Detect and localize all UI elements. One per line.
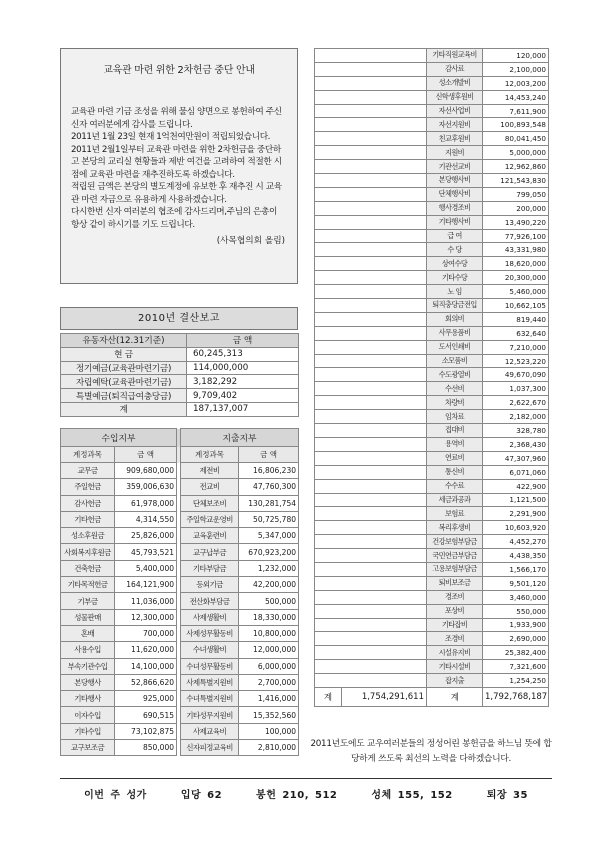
expense-account: 통신비	[427, 465, 483, 479]
income-amount: 700,000	[115, 625, 177, 641]
expense-amount: 18,330,000	[239, 609, 299, 625]
ledger-row	[61, 707, 299, 723]
expense-amount: 5,000,000	[483, 146, 549, 160]
expense-account: 퇴비보조금	[427, 576, 483, 590]
notice-body	[71, 106, 287, 231]
expense-continuation-table	[314, 48, 549, 707]
ledger-row	[61, 511, 299, 527]
expense-col-amount: 금 액	[239, 447, 299, 463]
expense-account: 본당행사비	[427, 174, 483, 188]
asset-value: 60,245,313	[187, 347, 299, 361]
expense-amount: 121,543,830	[483, 174, 549, 188]
expense-account: 전교비	[181, 479, 239, 495]
expense-amount: 7,210,000	[483, 340, 549, 354]
asset-row	[61, 389, 299, 403]
expense-amount: 6,071,060	[483, 465, 549, 479]
income-amount: 52,866,620	[115, 674, 177, 690]
expense-account: 기타수당	[427, 271, 483, 285]
income-amount: 925,000	[115, 691, 177, 707]
expense-row	[315, 576, 549, 590]
expense-account: 상여수당	[427, 257, 483, 271]
notice-box	[60, 48, 298, 284]
expense-amount: 1,933,900	[483, 618, 549, 632]
ledger-row	[61, 658, 299, 674]
income-col-account: 계정과목	[61, 447, 115, 463]
income-account: 본당행사	[61, 674, 115, 690]
ledger-row	[61, 577, 299, 593]
ledger-row	[61, 625, 299, 641]
expense-account: 수수료	[427, 479, 483, 493]
asset-row	[61, 375, 299, 389]
expense-amount: 47,760,300	[239, 479, 299, 495]
income-account: 성소후원금	[61, 528, 115, 544]
ledger-row	[61, 723, 299, 739]
income-account: 기타수입	[61, 723, 115, 739]
expense-account: 단체행사비	[427, 187, 483, 201]
expense-row	[315, 215, 549, 229]
asset-value: 3,182,292	[187, 375, 299, 389]
hymn-label: 이번 주 성가	[84, 790, 147, 801]
expense-amount: 819,440	[483, 312, 549, 326]
expense-row	[315, 396, 549, 410]
income-amount: 12,300,000	[115, 609, 177, 625]
expense-amount: 1,232,000	[239, 560, 299, 576]
expense-total-label: 계	[427, 687, 483, 706]
expense-account: 주일학교운영비	[181, 511, 239, 527]
expense-account: 전산화부담금	[181, 593, 239, 609]
expense-amount: 328,780	[483, 424, 549, 438]
ledger-row	[61, 528, 299, 544]
expense-row	[315, 424, 549, 438]
expense-amount: 632,640	[483, 326, 549, 340]
expense-account: 자선지원비	[427, 118, 483, 132]
expense-row	[315, 312, 549, 326]
notice-signature: (사목협의회 올림)	[216, 236, 285, 246]
expense-amount: 799,050	[483, 187, 549, 201]
expense-amount: 100,893,548	[483, 118, 549, 132]
notice-paragraph: 다시한번 신자 여러분의 협조에 감사드리며,주님의 은총이 항상 같이 하시기를 기도 드립니다.	[71, 207, 277, 230]
expense-account: 수 당	[427, 243, 483, 257]
asset-label: 특별예금(퇴직급여충당금)	[61, 389, 187, 403]
assets-table	[60, 333, 299, 417]
expense-account: 국민연금부담금	[427, 549, 483, 563]
hymn-entrance: 입당 62	[180, 790, 223, 801]
expense-amount: 1,037,300	[483, 382, 549, 396]
expense-amount: 2,291,900	[483, 507, 549, 521]
expense-row	[315, 660, 549, 674]
assets-header-label: 유동자산(12.31기준)	[61, 334, 187, 348]
income-account: 기타헌금	[61, 511, 115, 527]
expense-amount: 2,100,000	[483, 62, 549, 76]
income-amount: 909,680,000	[115, 463, 177, 479]
expense-amount: 3,460,000	[483, 590, 549, 604]
expense-account: 퇴직충당금전입	[427, 299, 483, 313]
expense-row	[315, 368, 549, 382]
expense-amount: 7,611,900	[483, 104, 549, 118]
expense-account: 자선사업비	[427, 104, 483, 118]
expense-account: 노 임	[427, 285, 483, 299]
expense-amount: 7,321,600	[483, 660, 549, 674]
expense-row	[315, 590, 549, 604]
expense-row	[315, 160, 549, 174]
expense-account: 사무용품비	[427, 326, 483, 340]
expense-row	[315, 618, 549, 632]
expense-account: 사제교육비	[181, 723, 239, 739]
expense-account: 수녀생활비	[181, 642, 239, 658]
asset-row	[61, 361, 299, 375]
expense-account: 건강보험부담금	[427, 535, 483, 549]
expense-row	[315, 187, 549, 201]
expense-amount: 15,352,560	[239, 707, 299, 723]
expense-amount: 10,662,105	[483, 299, 549, 313]
expense-account: 친교후원비	[427, 132, 483, 146]
expense-account: 교구납부금	[181, 544, 239, 560]
expense-amount: 2,368,430	[483, 437, 549, 451]
income-account: 건축헌금	[61, 560, 115, 576]
expense-amount: 6,000,000	[239, 658, 299, 674]
expense-account: 제전비	[181, 463, 239, 479]
expense-account: 기타시설비	[427, 660, 483, 674]
expense-row	[315, 535, 549, 549]
expense-account: 잡지출	[427, 674, 483, 688]
expense-account: 수도광열비	[427, 368, 483, 382]
hymn-offertory: 봉헌 210, 512	[256, 790, 338, 801]
income-account: 사회복지후원금	[61, 544, 115, 560]
expense-account: 포상비	[427, 604, 483, 618]
notice-paragraph: 2011년 1월 23일 현재 1억천여만원이 적립되었습니다.	[71, 132, 271, 142]
ledger-row	[61, 609, 299, 625]
expense-amount: 20,300,000	[483, 271, 549, 285]
expense-row	[315, 271, 549, 285]
notice-paragraph: 2011년 2월1일부터 교육관 마련을 위한 2차헌금을 중단하고 본당의 교리실 현황들과 제반 여건을 고려하여 적절한 시점에 교육관 마련을 재추진하도록 하겠습니다.	[71, 144, 282, 180]
expense-row	[315, 382, 549, 396]
expense-account: 회의비	[427, 312, 483, 326]
expense-account: 등외기금	[181, 577, 239, 593]
expense-amount: 670,923,200	[239, 544, 299, 560]
expense-amount: 120,000	[483, 49, 549, 63]
expense-amount: 16,806,230	[239, 463, 299, 479]
expense-account: 기타부담금	[181, 560, 239, 576]
income-total: 1,754,291,611	[361, 691, 424, 702]
expense-account: 기타잡비	[427, 618, 483, 632]
asset-value: 9,709,402	[187, 389, 299, 403]
income-amount: 11,620,000	[115, 642, 177, 658]
expense-account: 고용보험부담금	[427, 562, 483, 576]
expense-row	[315, 104, 549, 118]
notice-title: 교육관 마련 위한 2차헌금 중단 안내	[103, 65, 255, 76]
income-amount: 164,121,900	[115, 577, 177, 593]
expense-amount: 12,000,000	[239, 642, 299, 658]
income-amount: 4,314,550	[115, 511, 177, 527]
income-amount: 11,036,000	[115, 593, 177, 609]
asset-value: 114,000,000	[187, 361, 299, 375]
ledger-row	[61, 495, 299, 511]
ledger-row	[61, 593, 299, 609]
expense-amount: 18,620,000	[483, 257, 549, 271]
asset-label: 현 금	[61, 347, 187, 361]
income-amount: 61,978,000	[115, 495, 177, 511]
expense-row	[315, 465, 549, 479]
expense-row	[315, 354, 549, 368]
expense-account: 감사료	[427, 62, 483, 76]
income-account: 이자수입	[61, 707, 115, 723]
expense-amount: 47,307,960	[483, 451, 549, 465]
expense-account: 사제특별지원비	[181, 674, 239, 690]
expense-row	[315, 299, 549, 313]
expense-row	[315, 632, 549, 646]
expense-row	[315, 493, 549, 507]
expense-amount: 43,331,980	[483, 243, 549, 257]
expense-account: 보험료	[427, 507, 483, 521]
expense-row	[315, 549, 549, 563]
income-amount: 25,826,000	[115, 528, 177, 544]
ledger-row	[61, 544, 299, 560]
income-total-label: 계	[315, 688, 342, 706]
expense-amount: 10,800,000	[239, 625, 299, 641]
expense-row	[315, 604, 549, 618]
expense-row	[315, 90, 549, 104]
asset-row	[61, 347, 299, 361]
expense-account: 경조비	[427, 590, 483, 604]
ledger-row	[61, 691, 299, 707]
expense-account: 기타직원교육비	[427, 49, 483, 63]
income-expense-table	[60, 428, 299, 756]
expense-amount: 49,670,090	[483, 368, 549, 382]
income-account: 교무금	[61, 463, 115, 479]
expense-amount: 9,501,120	[483, 576, 549, 590]
expense-account: 기타행사비	[427, 215, 483, 229]
income-amount: 14,100,000	[115, 658, 177, 674]
expense-amount: 4,452,270	[483, 535, 549, 549]
expense-row	[315, 340, 549, 354]
asset-row	[61, 402, 299, 416]
report-title: 2010년 결산보고	[60, 307, 298, 330]
expense-row	[315, 646, 549, 660]
expense-account: 수녀성무활동비	[181, 658, 239, 674]
expense-row	[315, 674, 549, 688]
asset-value: 187,137,007	[187, 402, 299, 416]
income-account: 주일헌금	[61, 479, 115, 495]
expense-row	[315, 243, 549, 257]
expense-row	[315, 201, 549, 215]
hymn-recession: 퇴장 35	[486, 790, 528, 801]
expense-account: 시설유지비	[427, 646, 483, 660]
hymn-communion: 성체 155, 152	[371, 790, 453, 801]
expense-amount: 5,347,000	[239, 528, 299, 544]
assets-header-amount: 금 액	[187, 334, 299, 348]
ledger-row	[61, 674, 299, 690]
expense-account: 기관선교비	[427, 160, 483, 174]
expense-amount: 42,200,000	[239, 577, 299, 593]
expense-account: 기타성무지원비	[181, 707, 239, 723]
expense-amount: 200,000	[483, 201, 549, 215]
income-col-amount: 금 액	[115, 447, 177, 463]
expense-amount: 1,416,000	[239, 691, 299, 707]
income-account: 교구보조금	[61, 740, 115, 756]
expense-account: 지원비	[427, 146, 483, 160]
expense-row	[315, 229, 549, 243]
expense-amount: 2,622,670	[483, 396, 549, 410]
expense-amount: 2,810,000	[239, 740, 299, 756]
income-account: 혼배	[61, 625, 115, 641]
income-amount: 73,102,875	[115, 723, 177, 739]
expense-account: 사제생활비	[181, 609, 239, 625]
expense-row	[315, 285, 549, 299]
expense-row	[315, 521, 549, 535]
expense-account: 접대비	[427, 424, 483, 438]
closing-message: 2011년도에도 교우여러분들의 정성어린 봉헌금을 하느님 뜻에 합당하게 쓰도록 최선의 노력을 다하겠습니다.	[310, 739, 552, 764]
expense-account: 차량비	[427, 396, 483, 410]
expense-amount: 500,000	[239, 593, 299, 609]
expense-row	[315, 118, 549, 132]
asset-label: 정기예금(교육관마련기금)	[61, 361, 187, 375]
expense-account: 조경비	[427, 632, 483, 646]
income-account: 사용수입	[61, 642, 115, 658]
notice-paragraph: 적립된 금액은 본당의 별도계정에 유보한 후 재추진 시 교육관 마련 자금으로 유용하게 사용하겠습니다.	[71, 182, 282, 205]
expense-row	[315, 451, 549, 465]
expense-account: 신학생후원비	[427, 90, 483, 104]
expense-amount: 2,690,000	[483, 632, 549, 646]
expense-account: 교육훈련비	[181, 528, 239, 544]
expense-amount: 10,603,920	[483, 521, 549, 535]
expense-amount: 1,566,170	[483, 562, 549, 576]
expense-row	[315, 507, 549, 521]
expense-amount: 1,254,250	[483, 674, 549, 688]
income-account: 성물판매	[61, 609, 115, 625]
expense-account: 사제성무활동비	[181, 625, 239, 641]
ledger-row	[61, 479, 299, 495]
expense-account: 연료비	[427, 451, 483, 465]
expense-amount: 422,900	[483, 479, 549, 493]
expense-account: 신자피정교육비	[181, 740, 239, 756]
expense-row	[315, 146, 549, 160]
expense-amount: 2,182,000	[483, 410, 549, 424]
expense-row	[315, 62, 549, 76]
income-account: 기타목적헌금	[61, 577, 115, 593]
expense-amount: 2,700,000	[239, 674, 299, 690]
expense-account: 용역비	[427, 437, 483, 451]
expense-amount: 550,000	[483, 604, 549, 618]
expense-total: 1,792,768,187	[483, 687, 549, 706]
expense-row	[315, 76, 549, 90]
expense-amount: 12,962,860	[483, 160, 549, 174]
expense-row	[315, 437, 549, 451]
income-amount: 690,515	[115, 707, 177, 723]
expense-account: 임차료	[427, 410, 483, 424]
income-amount: 359,006,630	[115, 479, 177, 495]
expense-row	[315, 479, 549, 493]
expense-amount: 77,926,100	[483, 229, 549, 243]
expense-amount: 100,000	[239, 723, 299, 739]
income-amount: 45,793,521	[115, 544, 177, 560]
expense-amount: 25,382,400	[483, 646, 549, 660]
expense-row	[315, 410, 549, 424]
income-account: 감사헌금	[61, 495, 115, 511]
expense-account: 행사경조비	[427, 201, 483, 215]
expense-account: 수녀특별지원비	[181, 691, 239, 707]
expense-amount: 12,003,200	[483, 76, 549, 90]
expense-amount: 50,725,780	[239, 511, 299, 527]
expense-amount: 13,490,220	[483, 215, 549, 229]
expense-account: 세금과공과	[427, 493, 483, 507]
expense-col-account: 계정과목	[181, 447, 239, 463]
expense-amount: 4,438,350	[483, 549, 549, 563]
expense-account: 성소개발비	[427, 76, 483, 90]
expense-section-title: 지출지부	[181, 429, 299, 447]
expense-account: 도서인쇄비	[427, 340, 483, 354]
ledger-row	[61, 560, 299, 576]
expense-amount: 80,041,450	[483, 132, 549, 146]
income-amount: 850,000	[115, 740, 177, 756]
expense-row	[315, 257, 549, 271]
expense-account: 수선비	[427, 382, 483, 396]
expense-amount: 5,460,000	[483, 285, 549, 299]
expense-amount: 130,281,754	[239, 495, 299, 511]
notice-paragraph: 교육관 마련 기금 조성을 위해 물심 양면으로 봉헌하여 주신 신자 여러분에게 감사를 드립니다.	[71, 107, 282, 130]
income-account: 기타행사	[61, 691, 115, 707]
income-account: 기부금	[61, 593, 115, 609]
expense-row	[315, 174, 549, 188]
expense-amount: 14,453,240	[483, 90, 549, 104]
income-amount: 5,400,000	[115, 560, 177, 576]
expense-amount: 1,121,500	[483, 493, 549, 507]
income-account: 부속기관수입	[61, 658, 115, 674]
expense-row	[315, 49, 549, 63]
expense-amount: 12,523,220	[483, 354, 549, 368]
hymn-footer	[60, 786, 552, 801]
expense-row	[315, 562, 549, 576]
asset-label: 자립예탁(교육관마련기금)	[61, 375, 187, 389]
income-section-title: 수입지부	[61, 429, 177, 447]
ledger-row	[61, 642, 299, 658]
asset-label: 계	[61, 402, 187, 416]
expense-row	[315, 326, 549, 340]
ledger-row	[61, 463, 299, 479]
footer-divider	[60, 778, 552, 779]
expense-account: 단체보조비	[181, 495, 239, 511]
expense-account: 급 여	[427, 229, 483, 243]
expense-row	[315, 132, 549, 146]
ledger-row	[61, 740, 299, 756]
expense-account: 복리후생비	[427, 521, 483, 535]
expense-account: 소모품비	[427, 354, 483, 368]
